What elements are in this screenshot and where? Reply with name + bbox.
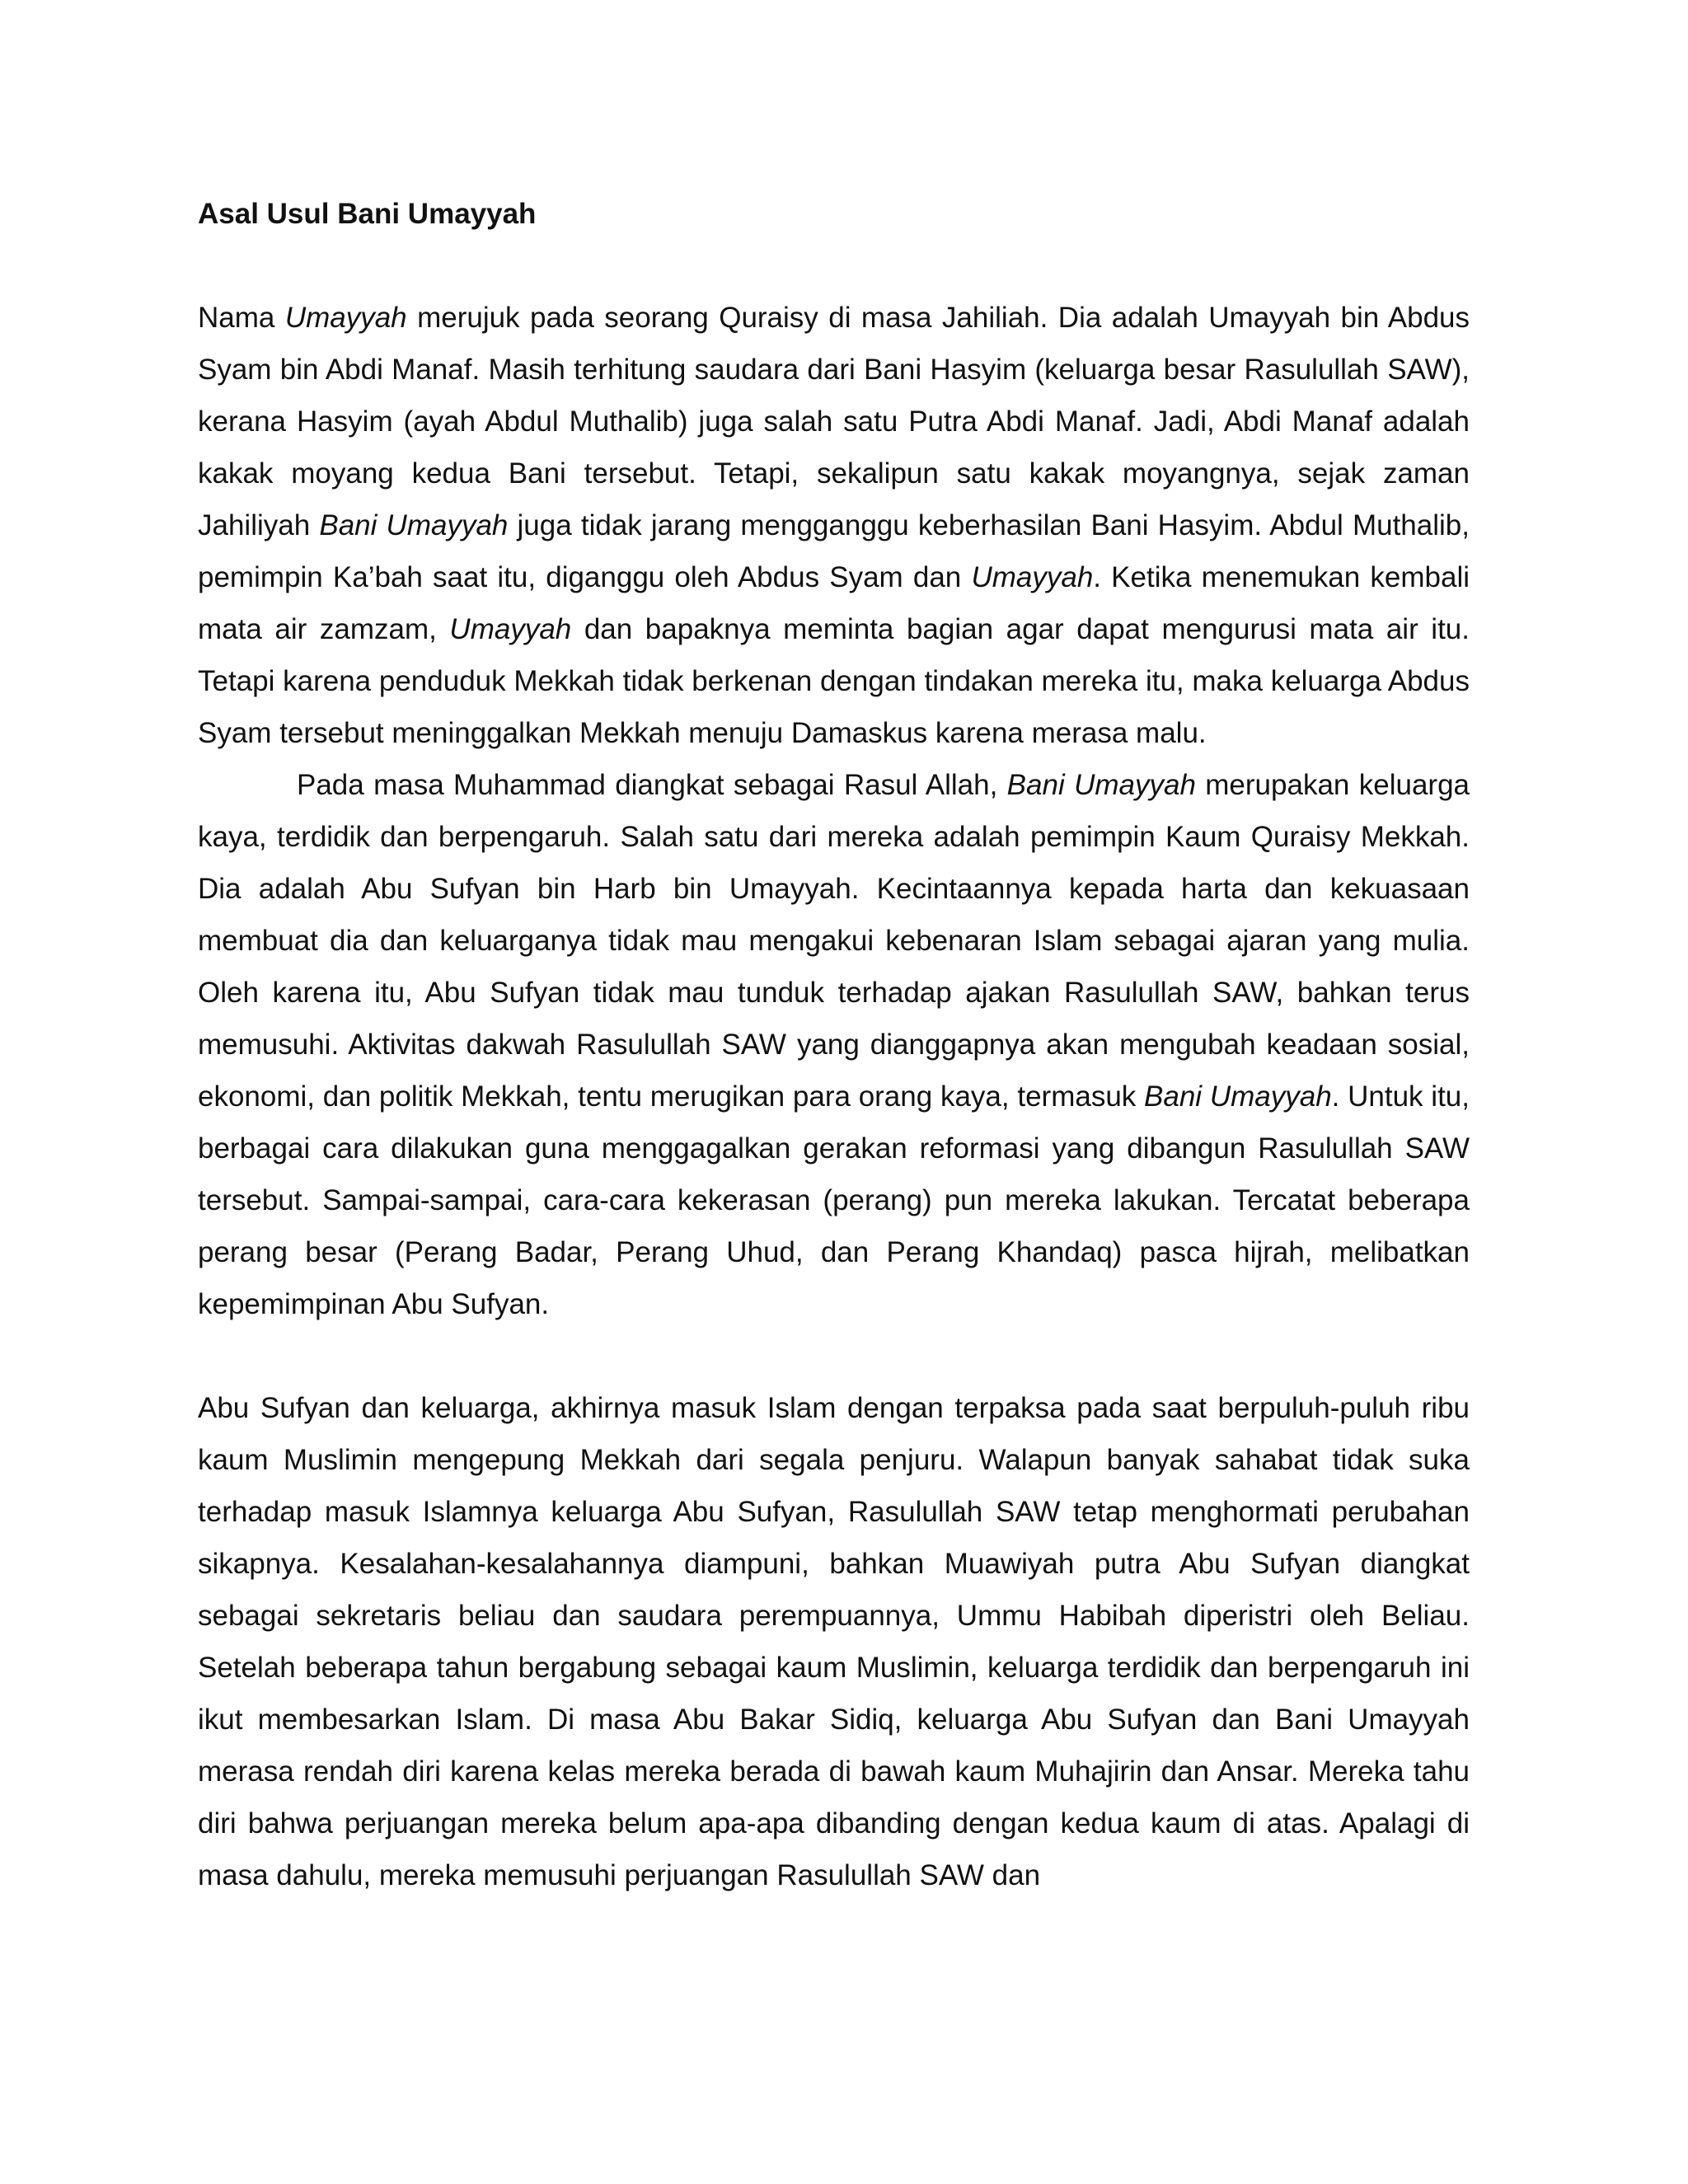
paragraph-text-italic: Bani Umayyah [319,509,509,541]
paragraph-1 [198,292,1470,759]
paragraph-text: Abu Sufyan dan keluarga, akhirnya masuk Islam dengan terpaksa pada saat berpuluh-puluh ribu kaum Muslimin mengepung Mekkah dari segala penjuru. Walapun banyak sahabat tidak suka terhadap masuk Islamnya keluarga Abu Sufyan, Rasulullah SAW tetap menghormati perubahan sikapnya. Kesalahan-kesalahannya diampuni, bahkan Muawiyah putra Abu Sufyan diangkat sebagai sekretaris beliau dan saudara perempuannya, Ummu Habibah diperistri oleh Beliau. Setelah beberapa tahun bergabung sebagai kaum Muslimin, keluarga terdidik dan berpengaruh ini ikut membesarkan Islam. Di masa Abu Bakar Sidiq, keluarga Abu Sufyan dan Bani Umayyah merasa rendah diri karena kelas mereka berada di bawah kaum Muhajirin dan Ansar. Mereka tahu diri bahwa perjuangan mereka belum apa-apa dibanding dengan kedua kaum di atas. Apalagi di masa dahulu, mereka memusuhi perjuangan Rasulullah SAW dan [198,1392,1470,1891]
paragraph-text-italic: Bani Umayyah [1006,769,1196,801]
paragraph-text-italic: Umayyah [284,302,407,334]
paragraph-text-italic: Bani Umayyah [1144,1080,1332,1113]
paragraph-text: merupakan keluarga kaya, terdidik dan berpengaruh. Salah satu dari mereka adalah pemimpin Kaum Quraisy Mekkah. Dia adalah Abu Sufyan bin Harb bin Umayyah. Kecintaannya kepada harta dan kekuasaan membuat dia dan keluarganya tidak mau mengakui kebenaran Islam sebagai ajaran yang mulia. Oleh karena itu, Abu Sufyan tidak mau tunduk terhadap ajakan Rasulullah SAW, bahkan terus memusuhi. Aktivitas dakwah Rasulullah SAW yang dianggapnya akan mengubah keadaan sosial, ekonomi, dan politik Mekkah, tentu merugikan para orang kaya, termasuk [198,769,1470,1113]
document-title: Asal Usul Bani Umayyah [198,198,537,230]
paragraph-text: Nama [198,302,285,334]
paragraph-2 [198,759,1470,1330]
paragraph-text: dan bapaknya meminta bagian agar dapat mengurusi mata air itu. Tetapi karena penduduk Mekkah tidak berkenan dengan tindakan mereka itu, maka keluarga Abdus Syam tersebut meninggalkan Mekkah menuju Damaskus karena merasa malu. [198,613,1470,749]
paragraph-text-italic: Umayyah [971,561,1094,593]
paragraph-3 [198,1382,1470,1901]
paragraph-text: . Ketika menemukan kembali mata air zamzam, [198,561,1470,645]
paragraph-text: Pada masa Muhammad diangkat sebagai Rasul Allah, [297,769,1007,801]
paragraph-text-italic: Umayyah [449,613,572,645]
document-body [198,188,1470,1901]
paragraph-text: . Untuk itu, berbagai cara dilakukan guna menggagalkan gerakan reformasi yang dibangun Rasulullah SAW tersebut. Sampai-sampai, cara-cara kekerasan (perang) pun mereka lakukan. Tercatat beberapa perang besar (Perang Badar, Perang Uhud, dan Perang Khandaq) pasca hijrah, melibatkan kepemimpinan Abu Sufyan. [198,1080,1470,1320]
paragraph-text: merujuk pada seorang Quraisy di masa Jahiliah. Dia adalah Umayyah bin Abdus Syam bin Abdi Manaf. Masih terhitung saudara dari Bani Hasyim (keluarga besar Rasulullah SAW), kerana Hasyim (ayah Abdul Muthalib) juga salah satu Putra Abdi Manaf. Jadi, Abdi Manaf adalah kakak moyang kedua Bani tersebut. Tetapi, sekalipun satu kakak moyangnya, sejak zaman Jahiliyah [198,302,1470,541]
paragraph-text: juga tidak jarang mengganggu keberhasilan Bani Hasyim. Abdul Muthalib, pemimpin Ka’bah saat itu, diganggu oleh Abdus Syam dan [198,509,1470,593]
